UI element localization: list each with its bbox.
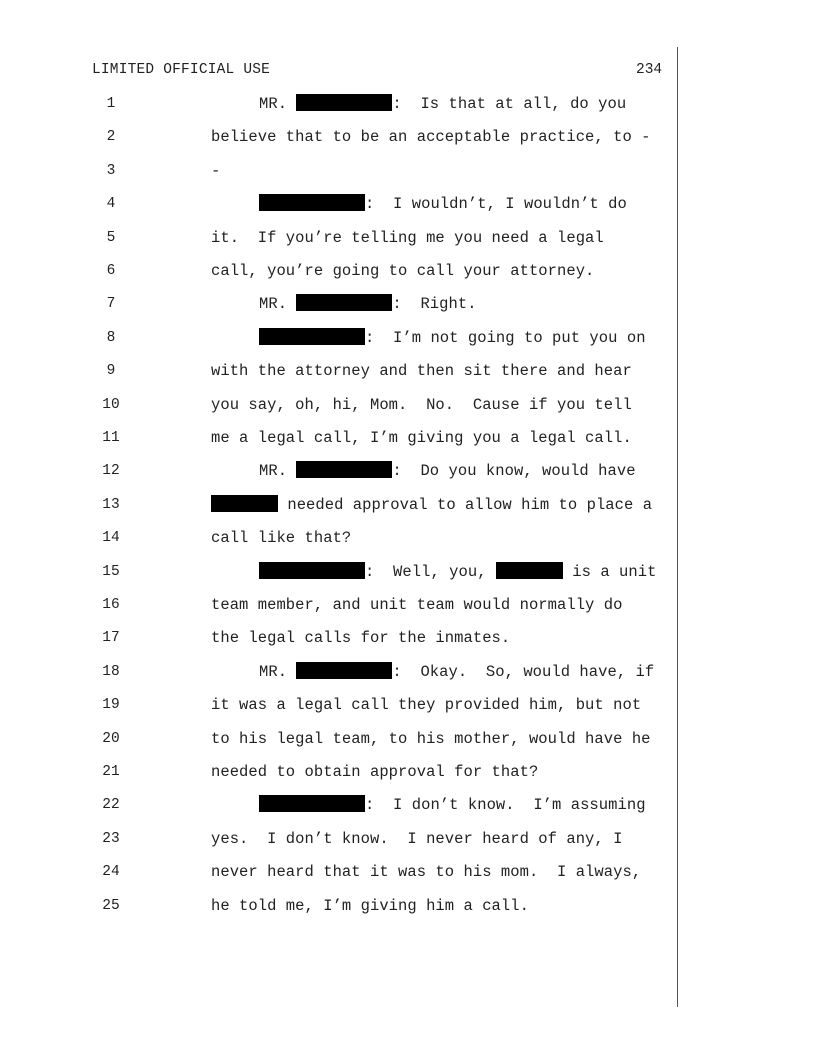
transcript-line <box>0 760 816 784</box>
line-number: 21 <box>102 764 120 780</box>
transcript-line <box>0 326 816 350</box>
text-segment: he told me, I’m giving him a call. <box>211 896 529 915</box>
transcript-line <box>0 226 816 250</box>
line-number: 8 <box>106 329 116 346</box>
text-segment: : Well, you, <box>365 562 496 581</box>
text-segment: MR. <box>259 295 297 314</box>
transcript-line <box>0 693 816 717</box>
redaction-block <box>259 194 365 211</box>
text-segment: with the attorney and then sit there and hear <box>211 362 632 381</box>
line-text <box>211 860 641 884</box>
transcript-line <box>0 259 816 283</box>
line-text <box>211 125 651 149</box>
line-number: 20 <box>102 730 120 747</box>
redaction-block <box>296 662 392 679</box>
line-number: 13 <box>102 496 120 513</box>
text-segment: : I don’t know. I’m assuming <box>365 796 646 815</box>
text-segment: it was a legal call they provided him, but not <box>211 696 642 715</box>
text-segment: - <box>211 161 221 180</box>
redaction-block <box>259 795 365 812</box>
transcript-line <box>0 793 816 817</box>
line-number: 17 <box>102 630 120 647</box>
transcript-line <box>0 727 816 751</box>
text-segment: call like that? <box>211 529 352 548</box>
text-segment: MR. <box>259 462 297 481</box>
line-text <box>211 259 594 283</box>
line-text <box>211 894 529 918</box>
line-text <box>211 159 220 183</box>
transcript-line <box>0 393 816 417</box>
line-text <box>211 727 651 751</box>
line-text <box>259 326 646 350</box>
transcript-line <box>0 493 816 517</box>
transcript-line <box>0 159 816 183</box>
transcript-line <box>0 560 816 584</box>
text-segment: : Do you know, would have <box>392 462 636 481</box>
transcript-line <box>0 827 816 851</box>
line-number: 3 <box>106 162 116 179</box>
redaction-block <box>259 328 365 345</box>
text-segment: to his legal team, to his mother, would have he <box>211 729 651 748</box>
transcript-line <box>0 593 816 617</box>
transcript-line <box>0 660 816 684</box>
line-text <box>211 526 351 550</box>
text-segment: believe that to be an acceptable practice, to - <box>211 128 651 147</box>
line-text <box>259 192 627 216</box>
redaction-block <box>259 562 365 579</box>
transcript-line <box>0 92 816 116</box>
line-text <box>259 793 646 817</box>
line-number: 11 <box>102 430 120 446</box>
line-number: 22 <box>102 797 120 814</box>
text-segment: MR. <box>259 95 297 113</box>
transcript-line <box>0 426 816 450</box>
transcript-line <box>0 459 816 483</box>
line-number: 16 <box>102 597 120 613</box>
line-number: 4 <box>106 196 116 213</box>
text-segment: never heard that it was to his mom. I always, <box>211 863 642 882</box>
line-number: 6 <box>106 263 116 279</box>
line-number: 25 <box>102 897 120 914</box>
line-number: 15 <box>102 563 120 580</box>
text-segment: needed to obtain approval for that? <box>211 763 539 781</box>
text-segment: you say, oh, hi, Mom. No. Cause if you tell <box>211 395 632 414</box>
text-segment: : I’m not going to put you on <box>365 328 646 347</box>
redaction-block <box>211 495 278 512</box>
line-text <box>211 426 632 450</box>
text-segment: yes. I don’t know. I never heard of any, I <box>211 829 623 848</box>
line-number: 24 <box>102 864 120 881</box>
text-segment: : I wouldn’t, I wouldn’t do <box>365 195 627 214</box>
transcript-line <box>0 359 816 383</box>
text-segment: : Right. <box>392 295 477 314</box>
transcript-line <box>0 192 816 216</box>
line-text <box>259 92 626 116</box>
redaction-block <box>296 94 392 111</box>
text-segment: is a unit <box>562 562 657 581</box>
line-text <box>259 292 477 316</box>
text-segment: team member, and unit team would normally do <box>211 596 623 614</box>
line-text <box>211 626 510 650</box>
line-number: 5 <box>106 229 116 246</box>
line-number: 14 <box>102 530 120 547</box>
line-number: 9 <box>106 363 116 380</box>
transcript-line <box>0 292 816 316</box>
line-number: 7 <box>106 296 116 313</box>
line-text <box>211 226 604 250</box>
transcript-line <box>0 526 816 550</box>
classification-label: LIMITED OFFICIAL USE <box>92 62 271 78</box>
line-text <box>259 660 654 684</box>
transcript-line <box>0 860 816 884</box>
redaction-block <box>296 461 392 478</box>
transcript-line <box>0 894 816 918</box>
text-segment: : Okay. So, would have, if <box>392 662 655 681</box>
page-number: 234 <box>636 62 663 78</box>
line-text <box>211 827 622 851</box>
redaction-block <box>496 562 563 579</box>
text-segment: MR. <box>259 662 297 681</box>
line-number: 1 <box>106 96 116 112</box>
text-segment: : Is that at all, do you <box>392 95 627 113</box>
transcript-line <box>0 626 816 650</box>
line-number: 10 <box>102 396 120 413</box>
text-segment: needed approval to allow him to place a <box>278 495 653 514</box>
text-segment: call, you’re going to call your attorney. <box>211 262 595 280</box>
transcript-line <box>0 125 816 149</box>
line-text <box>211 393 632 417</box>
text-segment: me a legal call, I’m giving you a legal call. <box>211 429 632 447</box>
redaction-block <box>296 294 392 311</box>
line-number: 19 <box>102 697 120 714</box>
line-text <box>211 693 641 717</box>
text-segment: the legal calls for the inmates. <box>211 629 511 648</box>
text-segment: it. If you’re telling me you need a legal <box>211 228 604 247</box>
line-number: 18 <box>102 663 120 680</box>
line-number: 12 <box>102 463 120 480</box>
line-number: 2 <box>106 129 116 146</box>
line-text <box>211 593 622 617</box>
line-text <box>211 493 652 517</box>
line-text <box>259 459 636 483</box>
line-text <box>259 560 656 584</box>
line-text <box>211 760 538 784</box>
line-text <box>211 359 632 383</box>
line-number: 23 <box>102 830 120 847</box>
